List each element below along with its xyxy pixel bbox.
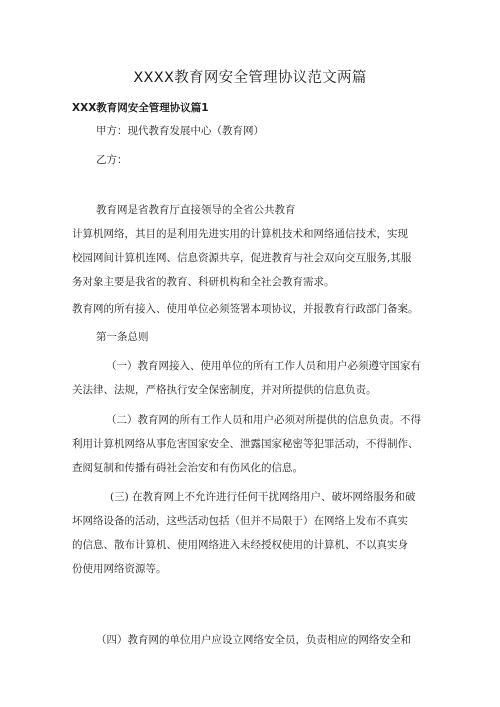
clause-4-line: （四）教育网的单位用户应设立网络安全员，负责相应的网络安全和 bbox=[96, 634, 411, 646]
intro-line: 计算机网络，其目的是利用先进实用的计算机技术和网络通信技术，实现 bbox=[72, 228, 408, 240]
clause-3-line: 份使用网络资源等。 bbox=[72, 563, 167, 575]
registration-paragraph: 教育网的所有接入、使用单位必须签署本项协议，并报教育行政部门备案。 bbox=[72, 303, 419, 315]
clause-1-paragraph bbox=[72, 354, 432, 402]
intro-line: 务对象主要是我省的教育、科研机构和全社会教育需求。 bbox=[72, 276, 335, 288]
intro-line: 教育网是省教育厅直接领导的全省公共教育 bbox=[96, 204, 296, 216]
clause-2-line: 利用计算机网络从事危害国家安全、泄露国家秘密等犯罪活动，不得制作、 bbox=[72, 438, 419, 450]
section-heading: XXX教育网安全管理协议篇1 bbox=[72, 102, 209, 114]
party-a-line: 甲方：现代教育发展中心（教育网） bbox=[96, 125, 264, 137]
clause-3-paragraph bbox=[72, 485, 432, 581]
party-b-line: 乙方： bbox=[96, 154, 128, 166]
clause-2-line: （二）教育网的所有工作人员和用户必须对所提供的信息负责。不得 bbox=[106, 414, 421, 426]
clause-2-paragraph bbox=[72, 408, 432, 480]
article-1-title: 第一条总则 bbox=[96, 331, 149, 343]
clause-3-line: 坏网络设备的活动，这些活动包括（但并不局限于）在网络上发布不真实 bbox=[72, 515, 408, 527]
clause-2-line: 查阅复制和传播有碍社会治安和有伤风化的信息。 bbox=[72, 462, 303, 474]
clause-3-line: 的信息、散布计算机、使用网络进入未经授权使用的计算机、不以真实身 bbox=[72, 539, 408, 551]
clause-1-line: 关法律、法规，严格执行安全保密制度，并对所提供的信息负责。 bbox=[72, 384, 377, 396]
document-title: XXXX教育网安全管理协议范文两篇 bbox=[133, 70, 367, 86]
clause-1-line: （一）教育网接入、使用单位的所有工作人员和用户必须遵守国家有 bbox=[106, 360, 421, 372]
intro-line: 校园网间计算机连网、信息资源共享，促进教育与社会双向交互服务,其服 bbox=[72, 252, 412, 264]
clause-3-line: (三) 在教育网上不允许进行任何干扰网络用户、破坏网络服务和破 bbox=[110, 491, 416, 503]
intro-paragraph bbox=[72, 198, 432, 294]
